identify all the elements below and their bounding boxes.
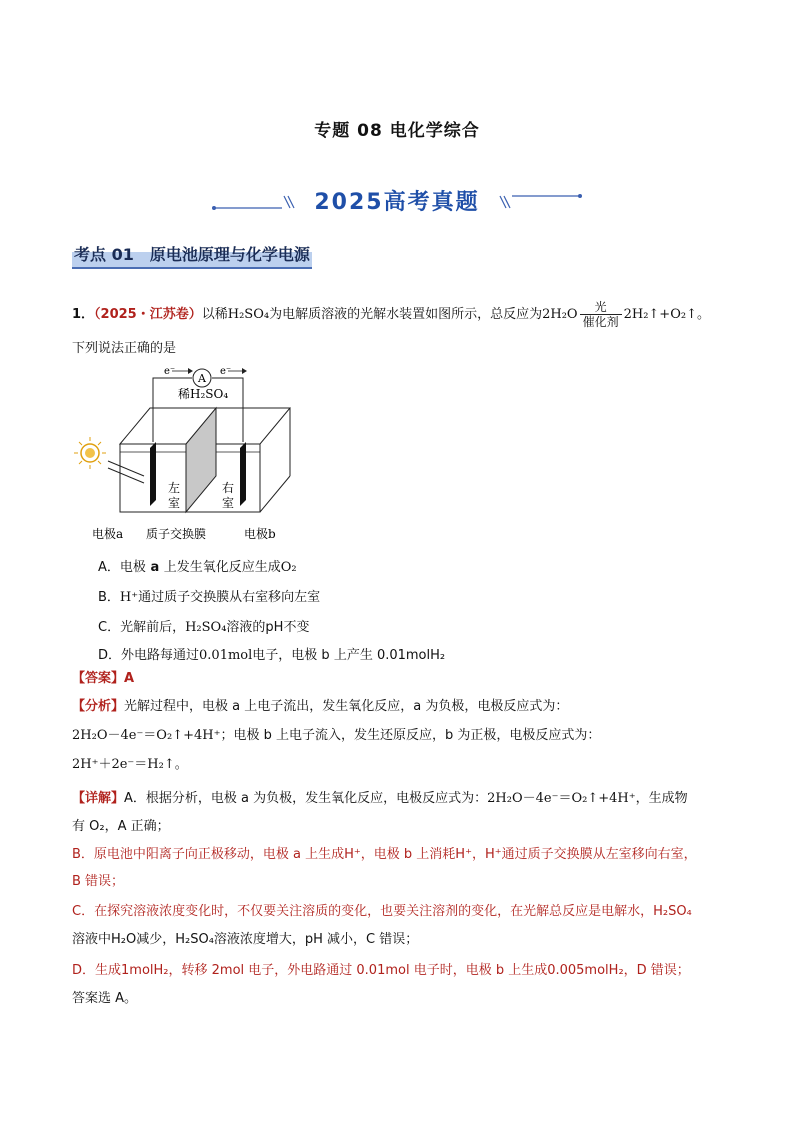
- option-bold: a: [145, 560, 164, 575]
- stem-end: 。: [696, 307, 710, 322]
- option-text: 0.01mol: [199, 648, 253, 663]
- analysis-equation: 2H⁺＋2e⁻＝H₂↑: [72, 757, 175, 772]
- electron-right-label: e⁻: [220, 366, 232, 377]
- analysis-tag: 【分析】: [72, 699, 125, 714]
- question-stem-line2: 下列说法正确的是: [72, 341, 177, 356]
- reaction-condition: [580, 300, 622, 329]
- left-room-label-1: 左: [168, 481, 181, 495]
- detail-text: A．根据分析，电极 a 为负极，发生氧化反应，电极反应式为：: [124, 791, 488, 806]
- option-text: H⁺: [119, 590, 139, 605]
- question-source: （2025・江苏卷）: [94, 307, 202, 322]
- equation-right: 2H₂↑+O₂↑: [623, 307, 697, 322]
- option-letter: C．: [98, 620, 121, 635]
- analysis-line-1: [72, 698, 568, 716]
- answer-value: A: [124, 671, 135, 686]
- question-number: 1．: [72, 307, 95, 322]
- electrolysis-apparatus-figure: [72, 364, 312, 544]
- option-tail: 溶液的pH不变: [226, 620, 310, 635]
- option-text: 电极: [119, 560, 146, 575]
- analysis-line-2: [72, 727, 600, 745]
- analysis-text: ；电极 b 上电子流入，发生还原反应，b 为正极，电极反应式为：: [220, 728, 601, 743]
- right-room-label-1: 右: [222, 481, 235, 495]
- detail-line-a2: 有 O₂，A 正确；: [72, 819, 170, 834]
- analysis-line-3: [72, 756, 188, 774]
- analysis-equation: 2H₂O－4e⁻＝O₂↑+4H⁺: [72, 728, 221, 743]
- acid-label: 稀H₂SO₄: [178, 387, 229, 401]
- stem-text-b: 为电解质溶液的光解水装置如图所示，总反应为: [269, 307, 543, 322]
- option-letter: D．: [98, 648, 122, 663]
- option-tail: 电子，电极 b 上产生 0.01molH₂: [252, 648, 446, 663]
- detail-equation: 2H₂O－4e⁻＝O₂↑+4H⁺: [487, 791, 636, 806]
- electron-left-label: e⁻: [164, 366, 176, 377]
- answer-tag: 【答案】: [72, 671, 125, 686]
- option-text: 外电路每通过: [121, 648, 200, 663]
- ammeter-label: A: [198, 372, 206, 385]
- detail-line-c2: 溶液中H₂O减少，H₂SO₄溶液浓度增大，pH 减小，C 错误；: [72, 932, 419, 947]
- option-letter: B．: [98, 590, 120, 605]
- option-text: 上发生氧化反应生成: [163, 560, 281, 575]
- page-title: 专题 08 电化学综合: [314, 121, 480, 141]
- section-label: 考点 01: [74, 245, 134, 264]
- sun-icon: [74, 437, 106, 469]
- option-text: 光解前后，: [120, 620, 186, 635]
- electrode-a-label: 电极a: [92, 527, 124, 541]
- left-room-label-2: 室: [168, 496, 181, 510]
- option-c[interactable]: [98, 616, 309, 635]
- question-stem: [72, 300, 710, 329]
- analysis-text: 。: [174, 757, 188, 772]
- membrane-label: 质子交换膜: [146, 527, 207, 541]
- detail-conclusion: 答案选 A。: [72, 991, 138, 1006]
- banner-title: 2025高考真题: [314, 190, 480, 215]
- detail-line-d1: D．生成1molH₂，转移 2mol 电子，外电路通过 0.01mol 电子时，电极 b 上生成0.005molH₂，D 错误；: [72, 963, 690, 978]
- section-heading: [72, 240, 312, 269]
- answer-line: [72, 670, 134, 688]
- detail-tag: 【详解】: [72, 791, 125, 806]
- detail-line-a1: [72, 790, 688, 808]
- option-tail: O₂: [280, 560, 297, 575]
- option-letter: A．: [98, 560, 120, 575]
- detail-line-b1: B．原电池中阳离子向正极移动，电极 a 上生成H⁺，电极 b 上消耗H⁺，H⁺通过质子交换膜从左室移向右室，: [72, 847, 697, 862]
- equation-left: 2H₂O: [542, 307, 578, 322]
- option-b[interactable]: [98, 586, 320, 605]
- right-room-label-2: 室: [222, 496, 235, 510]
- option-a[interactable]: [98, 556, 297, 575]
- electrode-b-label: 电极b: [244, 527, 276, 541]
- stem-text-a: 以稀: [201, 307, 228, 322]
- option-text: 通过质子交换膜从右室移向左室: [138, 590, 321, 605]
- stem-acid: H₂SO₄: [227, 307, 270, 322]
- section-title: 原电池原理与化学电源: [149, 245, 310, 264]
- option-text: H₂SO₄: [185, 620, 227, 635]
- analysis-text: 光解过程中，电极 a 上电子流出，发生氧化反应，a 为负极，电极反应式为：: [124, 699, 569, 714]
- condition-top: 光: [580, 300, 622, 315]
- detail-text: ，生成物: [635, 791, 688, 806]
- detail-line-c1: C．在探究溶液浓度变化时，不仅要关注溶质的变化，也要关注溶剂的变化，在光解总反应是电解水，H₂SO₄: [72, 904, 692, 919]
- condition-bottom: 催化剂: [582, 315, 619, 329]
- detail-line-b2: B 错误；: [72, 874, 125, 889]
- option-d[interactable]: [98, 644, 445, 663]
